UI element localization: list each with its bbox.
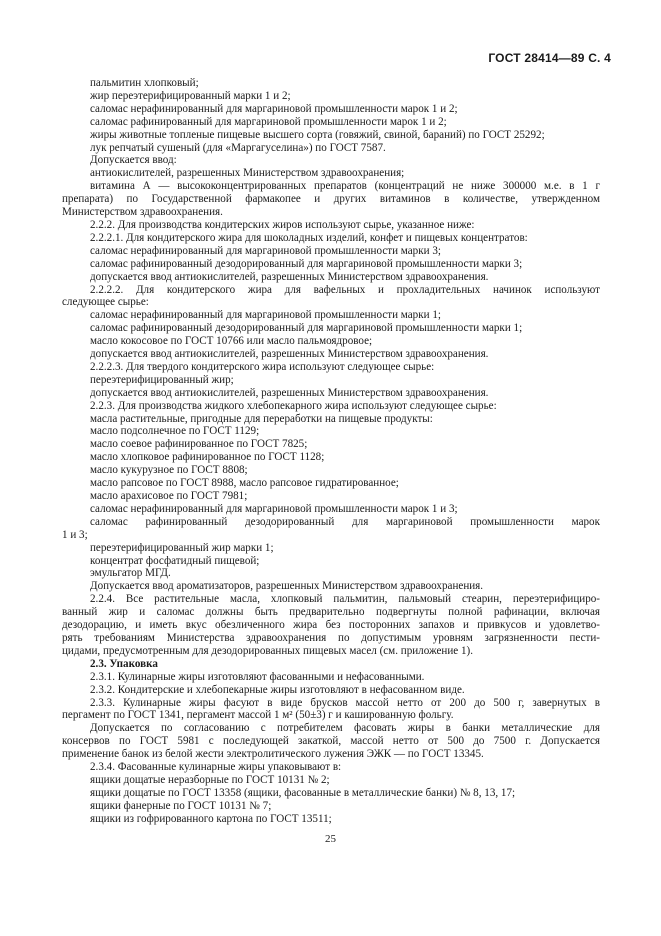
text-line: 2.3.2. Кондитерские и хлебопекарные жиры изготовляют в нефасованном виде. [90,683,465,696]
text-line: Допускается по согласованию с потребителем фасовать жиры в банки металлические для [90,722,600,735]
text-line: 2.2.2.3. Для твердого кондитерского жира используют следующее сырье: [90,360,435,373]
text-line: 2.3.4. Фасованные кулинарные жиры упаковывают в: [90,761,342,774]
text-line: следующее сырье: [62,296,149,309]
text-line: пальмитин хлопковый; [90,77,199,89]
text-line: дезодорацию, и иметь вкус обезличенного жира без посторонних запахов и привкусов и удовлетво- [62,619,600,632]
text-line: цидами, предусмотренным для дезодорированных пищевых масел (см. приложение 1). [62,644,474,657]
text-line: масло соевое рафинированное по ГОСТ 7825; [90,438,308,451]
text-line: допускается ввод антиокислителей, разрешенных Министерством здравоохранения. [90,348,489,361]
text-line: допускается ввод антиокислителей, разрешенных Министерством здравоохранения. [90,386,489,399]
text-line: концентрат фосфатидный пищевой; [90,554,260,567]
text-line: жир переэтерифицированный марки 1 и 2; [90,89,291,102]
text-line: витамина А — высококонцентрированных препаратов (концентраций не ниже 300000 м.е. в 1 г [90,180,600,193]
text-line: саломас нерафинированный для маргариновой промышленности марок 1 и 2; [90,102,458,115]
text-line: Допускается ввод ароматизаторов, разрешенных Министерством здравоохранения. [90,580,484,593]
text-line: 2.2.2.2. Для кондитерского жира для вафельных и прохладительных начинок используют [90,283,600,296]
text-line: саломас рафинированный дезодорированный для маргариновой промышленности марки 3; [90,257,523,270]
text-line: саломас рафинированный дезодорированный для маргариновой промышленности марки 1; [90,322,523,335]
text-line: эмульгатор МГД. [90,567,171,580]
text-line: ящики дощатые неразборные по ГОСТ 10131 № 2; [90,773,330,786]
text-line: антиокислителей, разрешенных Министерством здравоохранения; [90,167,405,180]
text-line: допускается ввод антиокислителей, разрешенных Министерством здравоохранения. [90,270,489,283]
document-body [62,77,600,826]
text-line: жиры животные топленые пищевые высшего сорта (говяжий, свиной, бараний) по ГОСТ 25292; [90,128,545,141]
text-line: переэтерифицированный жир марки 1; [90,541,274,554]
text-line: 1 и 3; [62,528,88,541]
text-line: масло хлопковое рафинированное по ГОСТ 1128; [90,451,325,464]
text-line: рять требованиям Министерства здравоохранения по допустимым уровням загрязненности пести- [62,631,600,644]
text-line: 2.3. Упаковка [90,657,158,670]
text-line: Допускается ввод: [90,154,177,167]
text-line: масло кокосовое по ГОСТ 10766 или масло пальмоядровое; [90,335,373,348]
text-line: 2.3.3. Кулинарные жиры фасуют в виде брусков массой нетто от 200 до 500 г, завернутых в [90,696,600,709]
text-line: пергамент по ГОСТ 1341, пергамент массой 1 м² (50±3) г и кашированную фольгу. [62,709,454,722]
text-line: ящики дощатые по ГОСТ 13358 (ящики, фасованные в металлические банки) № 8, 13, 17; [90,786,516,799]
page-number: 25 [325,833,336,845]
text-line: 2.2.2. Для производства кондитерских жиров используют сырье, указанное ниже: [90,218,475,231]
text-line: саломас рафинированный дезодорированный для маргариновой промышленности марок [90,515,600,528]
text-line: 2.3.1. Кулинарные жиры изготовляют фасованными и нефасованными. [90,670,425,683]
text-line: применение банок из белой жести электролитического лужения ЭЖК — по ГОСТ 13345. [62,748,484,761]
text-line: саломас нерафинированный для маргариновой промышленности марок 1 и 3; [90,502,458,515]
text-line: 2.2.2.1. Для кондитерского жира для шоколадных изделий, конфет и пищевых концентратов: [90,231,528,244]
text-line: саломас нерафинированный для маргариновой промышленности марки 1; [90,309,441,322]
text-line: 2.2.4. Все растительные масла, хлопковый пальмитин, пальмовый стеарин, переэтерифициро- [90,593,600,606]
text-line: ванный жир и саломас должны быть предварительно подвергнуты полной рафинации, включая [62,606,600,619]
text-line: переэтерифицированный жир; [90,373,234,386]
text-line: масло подсолнечное по ГОСТ 1129; [90,425,260,438]
text-line: лук репчатый сушеный (для «Маргагуселина») по ГОСТ 7587. [90,141,386,154]
text-line: масло кукурузное по ГОСТ 8808; [90,464,248,477]
text-line: ящики фанерные по ГОСТ 10131 № 7; [90,799,272,812]
text-line: препарата) по Государственной фармакопее и других витаминов в количестве, утвержденном [62,193,600,206]
text-line: масло рапсовое по ГОСТ 8988, масло рапсовое гидратированное; [90,477,399,490]
page-header: ГОСТ 28414—89 С. 4 [488,51,611,65]
text-line: Министерством здравоохранения. [62,206,223,219]
text-line: саломас нерафинированный для маргариновой промышленности марки 3; [90,244,441,257]
text-line: масло арахисовое по ГОСТ 7981; [90,490,248,502]
text-line: ящики из гофрированного картона по ГОСТ 13511; [90,812,332,825]
text-line: масла растительные, пригодные для переработки на пищевые продукты: [90,412,433,425]
text-line: консервов по ГОСТ 5981 с последующей закаткой, массой нетто от 500 до 7500 г. Допускается [62,735,600,748]
text-line: саломас рафинированный для маргариновой промышленности марок 1 и 2; [90,115,447,128]
text-line: 2.2.3. Для производства жидкого хлебопекарного жира используют следующее сырье: [90,399,497,412]
